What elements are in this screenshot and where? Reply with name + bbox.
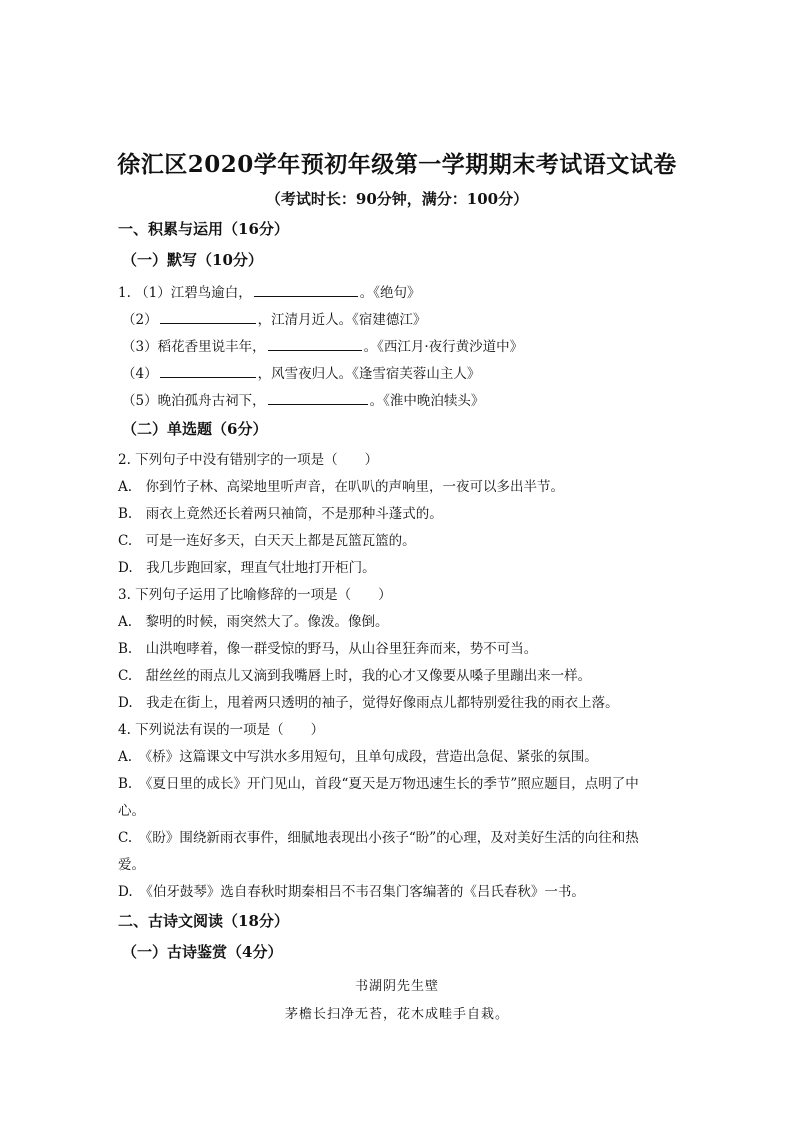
option-b-continued: 心。 <box>118 803 145 819</box>
part-heading: （二）单选题（6分） <box>122 420 268 438</box>
option-c[interactable]: C. 甜丝丝的雨点儿又滴到我嘴唇上时，我的心才又像要从嗓子里蹦出来一样。 <box>118 668 592 684</box>
dictation-suffix: ，风雪夜归人。《逢雪宿芙蓉山主人》 <box>257 366 481 382</box>
answer-blank[interactable] <box>268 391 368 405</box>
dictation-suffix: 。《西江月·夜行黄沙道中》 <box>363 339 524 355</box>
option-a[interactable]: A. 你到竹子林、高梁地里听声音，在叭叭的声响里，一夜可以多出半节。 <box>118 479 565 495</box>
dictation-prefix: （4） <box>122 366 158 382</box>
part-heading: （一）古诗鉴赏（4分） <box>122 943 283 961</box>
option-b[interactable]: B. 山洪咆哮着，像一群受惊的野马，从山谷里狂奔而来，势不可当。 <box>118 641 538 657</box>
dictation-item <box>122 364 480 383</box>
dictation-prefix: （2） <box>122 312 158 328</box>
dictation-prefix: 1. （1）江碧鸟逾白， <box>118 285 252 301</box>
answer-blank[interactable] <box>254 283 358 297</box>
answer-blank[interactable] <box>268 337 362 351</box>
exam-subtitle: （考试时长：90分钟，满分：100分） <box>265 190 529 208</box>
dictation-prefix: （5）晚泊孤舟古祠下， <box>122 393 266 409</box>
exam-title: 徐汇区2020学年预初年级第一学期期末考试语文试卷 <box>117 151 677 178</box>
dictation-suffix: 。《绝句》 <box>359 285 421 301</box>
option-a[interactable]: A. 《桥》这篇课文中写洪水多用短句，且单句成段，营造出急促、紧张的氛围。 <box>118 749 598 765</box>
option-d[interactable]: D. 我几步跑回家，理直气壮地打开柜门。 <box>118 560 376 576</box>
dictation-item <box>122 337 523 356</box>
question-stem: 2. 下列句子中没有错别字的一项是（ ） <box>118 452 379 468</box>
option-d[interactable]: D. 我走在街上，甩着两只透明的袖子，觉得好像雨点儿都特别爱往我的雨衣上落。 <box>118 695 619 711</box>
option-c-continued: 爱。 <box>118 857 145 873</box>
question-stem: 3. 下列句子运用了比喻修辞的一项是（ ） <box>118 587 392 603</box>
dictation-item <box>118 283 421 302</box>
option-c[interactable]: C. 可是一连好多天，白天天上都是瓦篮瓦篮的。 <box>118 533 416 549</box>
answer-blank[interactable] <box>160 310 256 324</box>
dictation-suffix: 。《淮中晚泊犊头》 <box>369 393 485 409</box>
section-heading: 二、古诗文阅读（18分） <box>118 912 289 930</box>
answer-blank[interactable] <box>160 364 256 378</box>
option-b[interactable]: B. 雨衣上竟然还长着两只袖筒，不是那种斗蓬式的。 <box>118 506 443 522</box>
dictation-item <box>122 310 426 329</box>
part-heading: （一）默写（10分） <box>122 251 263 269</box>
poem-title: 书湖阴先生壁 <box>354 979 439 994</box>
dictation-item <box>122 391 484 410</box>
poem-line: 茅檐长扫净无苔，花木成畦手自栽。 <box>284 1007 509 1022</box>
option-c[interactable]: C. 《盼》围绕新雨衣事件，细腻地表现出小孩子“盼”的心理，及对美好生活的向往和热 <box>118 830 639 846</box>
dictation-prefix: （3）稻花香里说丰年， <box>122 339 266 355</box>
question-stem: 4. 下列说法有误的一项是（ ） <box>118 722 325 738</box>
option-a[interactable]: A. 黎明的时候，雨突然大了。像泼。像倒。 <box>118 614 389 630</box>
option-b[interactable]: B. 《夏日里的成长》开门见山，首段“夏天是万物迅速生长的季节”照应题目，点明了中 <box>118 776 639 792</box>
option-d[interactable]: D. 《伯牙鼓琴》选自春秋时期秦相吕不韦召集门客编著的《吕氏春秋》一书。 <box>118 884 585 900</box>
dictation-suffix: ，江清月近人。《宿建德江》 <box>257 312 427 328</box>
section-heading: 一、积累与运用（16分） <box>118 220 289 238</box>
